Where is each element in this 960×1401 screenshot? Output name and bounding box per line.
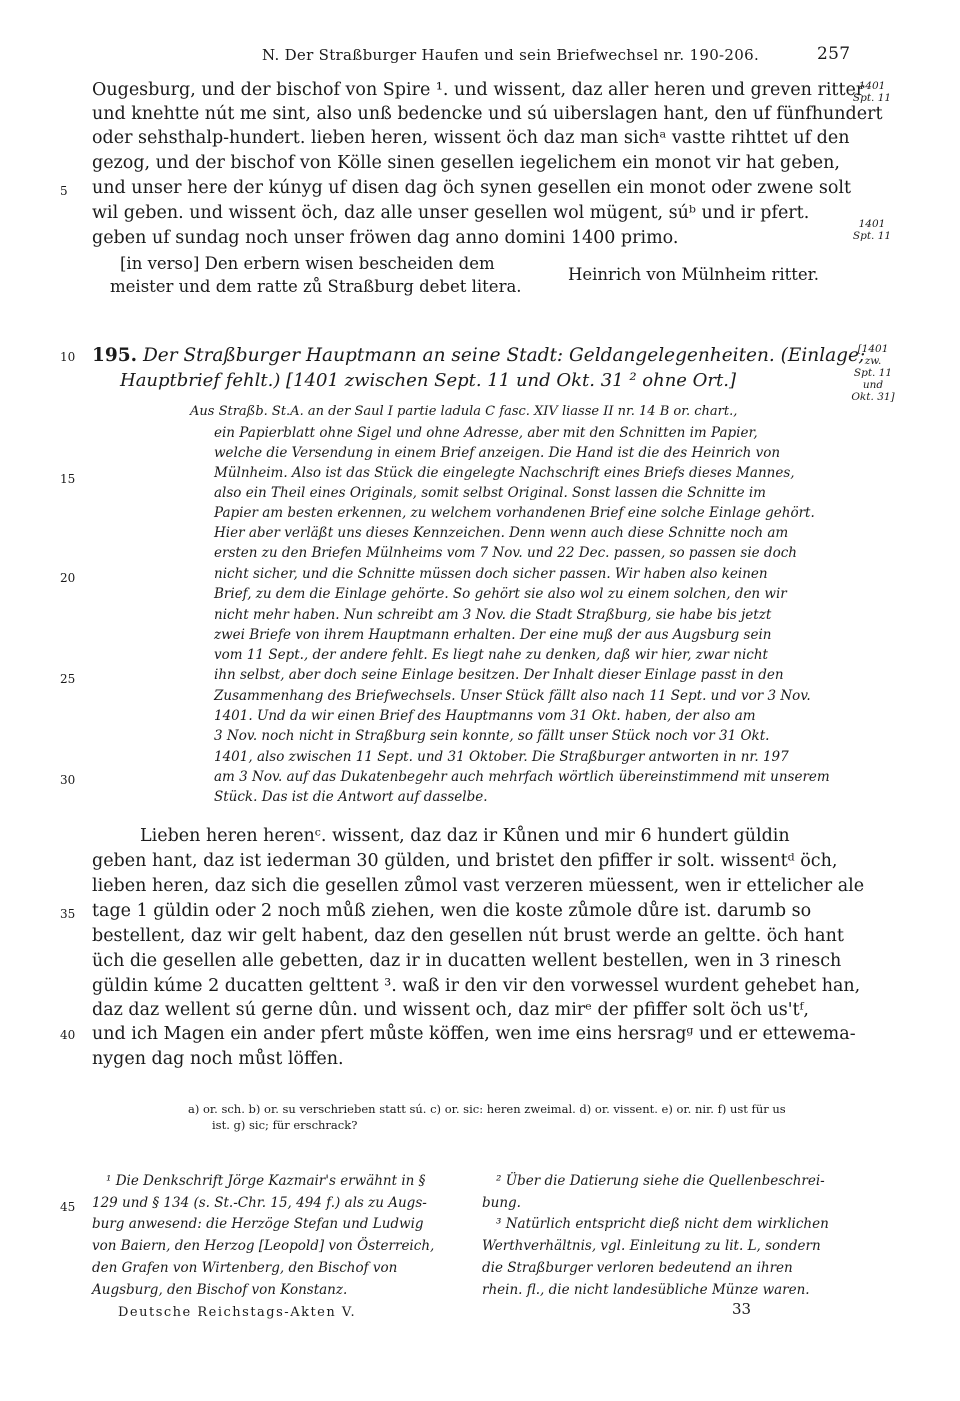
- page-number: 257: [817, 44, 851, 64]
- footnote-line: ¹ Die Denkschrift Jörge Kazmair's erwähnt in §: [106, 1173, 426, 1189]
- line-number: 40: [60, 1028, 76, 1042]
- margin-year: 1401: [858, 80, 886, 92]
- margin-year: [1401: [857, 343, 889, 355]
- source-line: also ein Theil eines Originals, somit selbst Original. Sonst lassen die Schnitte im: [214, 485, 766, 501]
- source-line: am 3 Nov. auf das Dukatenbegehr auch mehrfach wörtlich übereinstimmend mit unserem: [214, 769, 830, 785]
- footnote-line: rhein. fl., die nicht landesübliche Münze waren.: [482, 1282, 810, 1298]
- footnote-line: ² Über die Datierung siehe die Quellenbeschrei-: [496, 1173, 825, 1189]
- text-line: oder sehsthalp-hundert. lieben heren, wissent öch daz man sichᵃ vastte rihttet uf den: [92, 128, 850, 148]
- footnote-line: den Grafen von Wirtenberg, den Bischof von: [92, 1260, 398, 1276]
- footnote-line: Werthverhältnis, vgl. Einleitung zu lit. L, sondern: [482, 1238, 821, 1254]
- source-line: Papier am besten erkennen, zu welchem vorhandenen Brief eine solche Einlage gehört.: [214, 505, 815, 521]
- sheet-signature: Deutsche Reichstags-Akten V.: [118, 1305, 357, 1320]
- footnote-line: 129 und § 134 (s. St.-Chr. 15, 494 f.) als zu Augs-: [92, 1195, 427, 1211]
- source-line: Mülnheim. Also ist das Stück die eingelegte Nachschrift eines Briefs dieses Mannes,: [214, 465, 795, 481]
- text-line: und ich Magen ein ander pfert můste köffen, wen ime eins hersragᵍ und er ettewema-: [92, 1024, 856, 1044]
- sheet-number: 33: [732, 1300, 752, 1318]
- margin-day: Spt. 11: [852, 230, 892, 242]
- margin-day: Spt. 11: [852, 92, 892, 104]
- heading-line: Hauptbrief fehlt.) [1401 zwischen Sept. 11 und Okt. 31 ² ohne Ort.]: [120, 370, 737, 391]
- source-line: Zusammenhang des Briefwechsels. Unser Stück fällt also nach 11 Sept. und vor 3 Nov.: [214, 688, 811, 704]
- source-line: ihn selbst, aber doch seine Einlage besitzen. Der Inhalt dieser Einlage passt in den: [214, 667, 784, 683]
- source-line: ersten zu den Briefen Mülnheims vom 7 Nov. und 22 Dec. passen, so passen sie doch: [214, 545, 797, 561]
- heading-title: Der Straßburger Hauptmann an seine Stadt: Geldangelegenheiten. (Einlage;: [142, 345, 866, 366]
- text-line: Lieben heren herenᶜ. wissent, daz daz ir Kůnen und mir 6 hundert güldin: [140, 826, 790, 846]
- text-line: güldin kúme 2 ducatten gelttent ³. waß ir den vir den vorwessel wurdent gehebet han,: [92, 976, 861, 996]
- margin-day: Spt. 11: [853, 367, 893, 379]
- line-number: 30: [60, 773, 76, 787]
- margin-date: [850, 343, 896, 403]
- document-number: 195.: [92, 345, 138, 366]
- text-line: Ougesburg, und der bischof von Spire ¹. und wissent, daz aller heren und greven ritter: [92, 80, 865, 100]
- heading-line: [92, 345, 865, 366]
- text-line: tage 1 güldin oder 2 noch můß ziehen, wen die koste zůmole důre ist. darumb so: [92, 901, 812, 921]
- line-number: 5: [60, 184, 68, 198]
- source-line: welche die Versendung in einem Brief anzeigen. Die Hand ist die des Heinrich von: [214, 445, 781, 461]
- source-line: 1401. Und da wir einen Brief des Hauptmanns vom 31 Okt. haben, der also am: [214, 708, 756, 724]
- footnote-line: ³ Natürlich entspricht dieß nicht dem wirklichen: [496, 1216, 829, 1232]
- source-line: 3 Nov. noch nicht in Straßburg sein konnte, so fällt unser Stück noch vor 31 Okt.: [214, 728, 770, 744]
- text-line: geben hant, daz ist iederman 30 gülden, und bristet den pfiffer ir solt. wissentᵈ öch,: [92, 851, 838, 871]
- running-title: N. Der Straßburger Haufen und sein Briefwechsel nr. 190-206.: [262, 46, 760, 64]
- footnote-line: die Straßburger verloren bedeutend an ihren: [482, 1260, 793, 1276]
- margin-word: und: [862, 379, 884, 391]
- margin-day: Okt. 31]: [851, 391, 895, 403]
- line-number: 10: [60, 350, 76, 364]
- verso-address: [in verso] Den erbern wisen bescheiden dem: [120, 254, 495, 273]
- apparatus-line: ist. g) sic; für erschrack?: [212, 1118, 358, 1132]
- source-line: Aus Straßb. St.A. an der Saul I partie ladula C fasc. XIV liasse II nr. 14 B or. chart.,: [190, 404, 738, 419]
- source-line: ein Papierblatt ohne Sigel und ohne Adresse, aber mit den Schnitten im Papier,: [214, 425, 758, 441]
- source-line: nicht mehr haben. Nun schreibt am 3 Nov. die Stadt Straßburg, sie habe bis jetzt: [214, 607, 772, 623]
- line-number: 45: [60, 1200, 76, 1214]
- source-line: zwei Briefe von ihrem Hauptmann erhalten. Der eine muß der aus Augsburg sein: [214, 627, 772, 643]
- line-number: 20: [60, 571, 76, 585]
- margin-word: zw.: [864, 355, 882, 367]
- verso-address: meister und dem ratte zů Straßburg debet litera.: [110, 277, 522, 296]
- apparatus-line: a) or. sch. b) or. su verschrieben statt sú. c) or. sic: heren zweimal. d) or. vissent. e) or. nir. f) ust für us: [188, 1102, 786, 1116]
- margin-date: [852, 218, 892, 242]
- source-line: Brief, zu dem die Einlage gehörte. So gehört sie also wol zu einem solchen, den wir: [214, 586, 787, 602]
- footnote-line: bung.: [482, 1195, 521, 1211]
- text-line: daz daz wellent sú gerne dûn. und wissent och, daz mirᵉ der pfiffer solt öch us'tᶠ,: [92, 1000, 809, 1020]
- source-line: Stück. Das ist die Antwort auf dasselbe.: [214, 789, 488, 805]
- text-line: bestellent, daz wir gelt habent, daz den gesellen nút brust werde an geltte. öch hant: [92, 926, 844, 946]
- source-line: Hier aber verläßt uns dieses Kennzeichen. Denn wenn auch diese Schnitte noch am: [214, 525, 789, 541]
- text-line: üch die gesellen alle gebetten, daz ir in ducatten wellent bestellen, wen in 3 rinesch: [92, 951, 842, 971]
- footnote-line: burg anwesend: die Herzöge Stefan und Ludwig: [92, 1216, 424, 1232]
- text-line: und unser here der kúnyg uf disen dag öch synen gesellen ein monot oder zwene solt: [92, 178, 852, 198]
- margin-date: [852, 80, 892, 104]
- line-number: 15: [60, 472, 76, 486]
- text-line: gezog, und der bischof von Kölle sinen gesellen iegelichem ein monot vir hat geben,: [92, 153, 840, 173]
- source-line: 1401, also zwischen 11 Sept. und 31 Oktober. Die Straßburger antworten in nr. 197: [214, 749, 789, 765]
- source-line: nicht sicher, und die Schnitte müssen doch sicher passen. Wir haben also keinen: [214, 566, 768, 582]
- line-number: 35: [60, 907, 76, 921]
- text-line: nygen dag noch můst löffen.: [92, 1049, 344, 1069]
- text-line: lieben heren, daz sich die gesellen zůmol vast verzeren müessent, wen ir ettelicher ale: [92, 876, 865, 896]
- footnote-line: von Baiern, den Herzog [Leopold] von Österreich,: [92, 1238, 435, 1254]
- text-line: geben uf sundag noch unser fröwen dag anno domini 1400 primo.: [92, 228, 679, 248]
- signature: Heinrich von Mülnheim ritter.: [568, 265, 819, 284]
- footnote-line: Augsburg, den Bischof von Konstanz.: [92, 1282, 348, 1298]
- text-line: wil geben. und wissent öch, daz alle unser gesellen wol mügent, súᵇ und ir pfert.: [92, 203, 810, 223]
- source-line: vom 11 Sept., der andere fehlt. Es liegt nahe zu denken, daß wir hier, zwar nicht: [214, 647, 768, 663]
- margin-year: 1401: [858, 218, 886, 230]
- line-number: 25: [60, 672, 76, 686]
- text-line: und knehtte nút me sint, also unß bedencke und sú uiberslagen hant, den uf fünfhundert: [92, 104, 883, 124]
